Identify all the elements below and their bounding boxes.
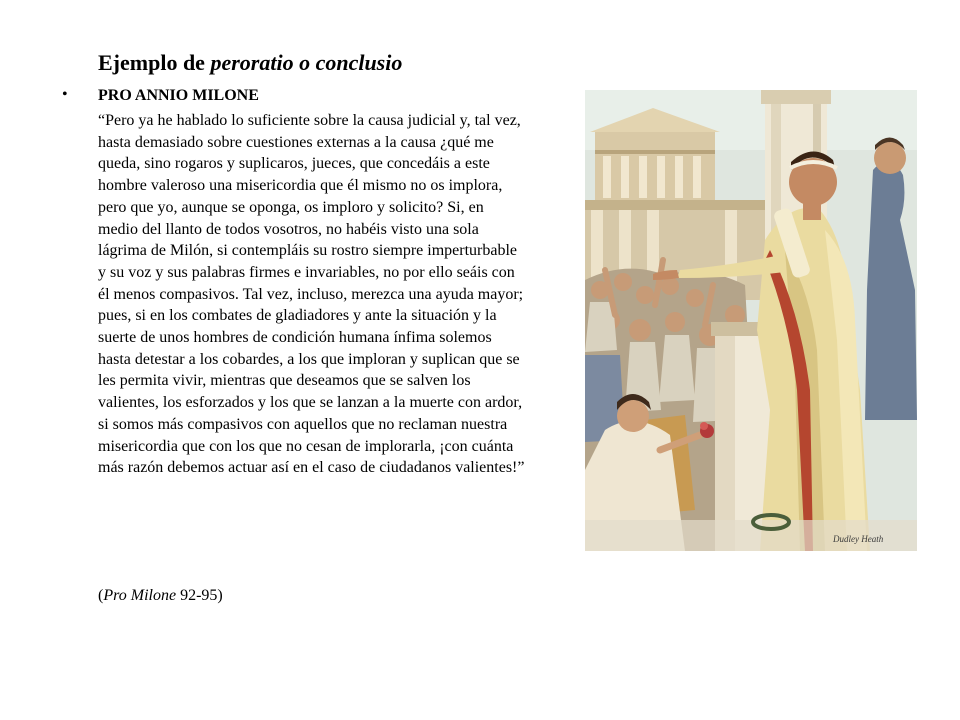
bullet-item <box>62 86 522 110</box>
title-italic: peroratio o conclusio <box>210 50 403 75</box>
orator-painting <box>585 90 917 551</box>
slide-title <box>98 50 402 76</box>
painting-illustration <box>585 90 917 551</box>
title-prefix: Ejemplo de <box>98 50 211 75</box>
citation-open: ( <box>98 587 104 604</box>
citation-work: Pro Milone <box>103 587 177 604</box>
bullet-label: PRO ANNIO MILONE <box>98 87 259 104</box>
painting-signature: Dudley Heath <box>833 534 884 544</box>
quote-text: “Pero ya he hablado lo suficiente sobre la causa judicial y, tal vez, hasta demasiado sobre cuestiones externas a la causa ¿qué me queda, sino rogaros y suplicaros, jueces, que concedáis a este hombre valeroso una misericordia que él mismo no os implora, pero que yo, aunque se oponga, os imploro y solicito? Si, en medio del llanto de todos vosotros, no habéis visto una sola lágrima de Milón, si contempláis su rostro siempre imperturbable y su voz y sus palabras firmes e invariables, no por ello seáis con él menos compasivos. Tal vez, incluso, merezca una ayuda mayor; pues, si en los combates de gladiadores y ante la situación y la suerte de unos hombres de condición humana ínfima solemos hasta detestar a los cobardes, a los que imploran y suplican que se les permita vivir, mientras que deseamos que se salven los valientes, los esforzados y los que se lanzan a la muerte con ardor, si somos más compasivos con aquellos que no reclaman nuestra misericordia que con los que no cesan de implorarla, ¡con cuánta más razón debemos actuar así en el caso de ciudadanos valientes!” <box>98 112 525 477</box>
citation-rest: 92-95) <box>176 587 223 604</box>
bullet-icon: • <box>62 86 68 103</box>
citation <box>98 587 223 605</box>
